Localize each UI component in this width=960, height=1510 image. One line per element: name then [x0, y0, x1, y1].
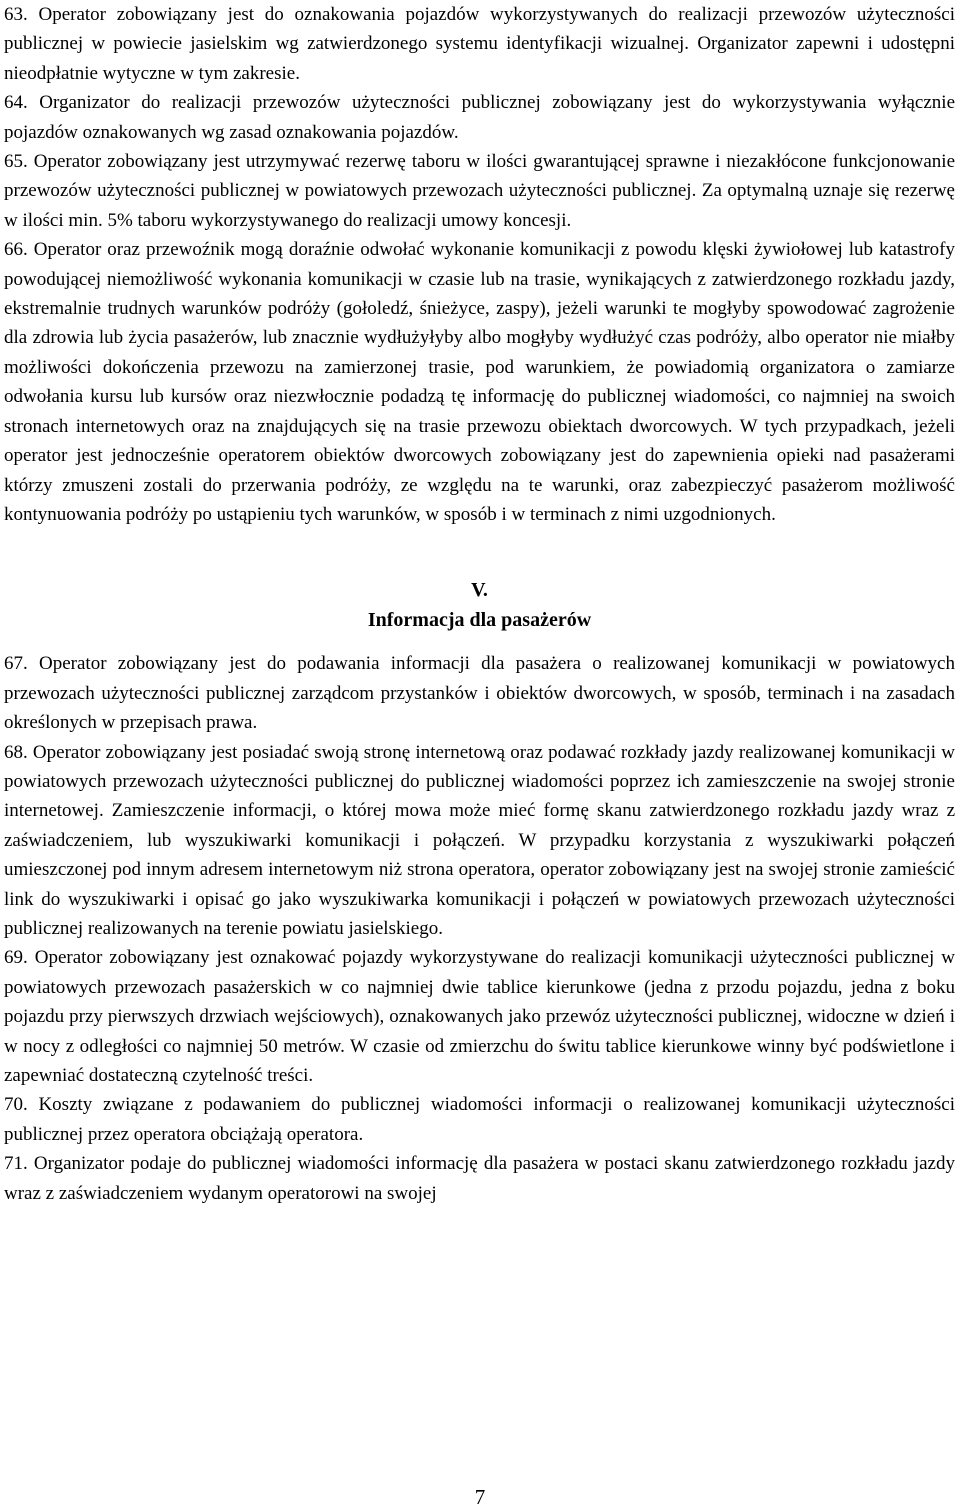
- paragraph-66: 66. Operator oraz przewoźnik mogą doraźnie odwołać wykonanie komunikacji z powodu klęski żywiołowej lub katastrofy powodującej niemożliwość wykonania komunikacji w czasie lub na trasie, wynikających z zatwierdzonego rozkładu jazdy, ekstremalnie trudnych warunków podróży (gołoledź, śnieżyce, zaspy), jeżeli warunki te mogłyby spowodować zagrożenie dla zdrowia lub życia pasażerów, lub znacznie wydłużyłyby albo mogłyby wydłużyć czas podróży, albo operator nie miałby możliwości dokończenia przewozu na zamierzonej trasie, pod warunkiem, że powiadomią organizatora o zamiarze odwołania kursu lub kursów oraz niezwłocznie podadzą tę informację do publicznej wiadomości, co najmniej na swoich stronach internetowych oraz na znajdujących się na trasie przewozu obiektach dworcowych. W tych przypadkach, jeżeli operator jest jednocześnie operatorem obiektów dworcowych zobowiązany jest do zapewnienia opieki nad pasażerami którzy zmuszeni zostali do przerwania podróży, ze względu na te warunki, oraz zabezpieczyć pasażerom możliwość kontynuowania podróży po ustąpieniu tych warunków, w sposób i w terminach z nimi uzgodnionych.: [4, 239, 955, 525]
- paragraph-64: 64. Organizator do realizacji przewozów użyteczności publicznej zobowiązany jest do wykorzystywania wyłącznie pojazdów oznakowanych wg zasad oznakowania pojazdów.: [4, 92, 955, 143]
- paragraph-67: 67. Operator zobowiązany jest do podawania informacji dla pasażera o realizowanej komunikacji w powiatowych przewozach użyteczności publicznej zarządcom przystanków i obiektów dworcowych, w sposób, terminach i na zasadach określonych w przepisach prawa.: [4, 653, 955, 734]
- document-page: [4, 0, 955, 1208]
- page-number: 7: [474, 1485, 486, 1509]
- paragraph-68: 68. Operator zobowiązany jest posiadać swoją stronę internetową oraz podawać rozkłady jazdy realizowanej komunikacji w powiatowych przewozach użyteczności publicznej do publicznej wiadomości poprzez ich zamieszczenie na swojej stronie internetowej. Zamieszczenie informacji, o której mowa może mieć formę skanu zatwierdzonego rozkładu jazdy wraz z zaświadczeniem, lub wyszukiwarki komunikacji i połączeń. W przypadku korzystania z wyszukiwarki połączeń umieszczonej pod innym adresem internetowym niż strona operatora, operator zobowiązany jest na swojej stronie zamieścić link do wyszukiwarki i opisać go jako wyszukiwarka komunikacji i połączeń w powiatowych przewozach użyteczności publicznej realizowanych na terenie powiatu jasielskiego.: [4, 741, 955, 939]
- paragraph-71: 71. Organizator podaje do publicznej wiadomości informację dla pasażera w postaci skanu zatwierdzonego rozkładu jazdy wraz z zaświadczeniem wydanym operatorowi na swojej: [4, 1153, 955, 1204]
- section-number: V.: [471, 579, 488, 602]
- paragraph-63: 63. Operator zobowiązany jest do oznakowania pojazdów wykorzystywanych do realizacji przewozów użyteczności publicznej w powiecie jasielskim wg zatwierdzonego systemu identyfikacji wizualnej. Organizator zapewni i udostępni nieodpłatnie wytyczne w tym zakresie.: [4, 4, 955, 84]
- section-title: Informacja dla pasażerów: [367, 609, 592, 632]
- paragraph-70: 70. Koszty związane z podawaniem do publicznej wiadomości informacji o realizowanej komunikacji użyteczności publicznej przez operatora obciążają operatora.: [4, 1094, 955, 1145]
- paragraph-65: 65. Operator zobowiązany jest utrzymywać rezerwę taboru w ilości gwarantującej sprawne i niezakłócone funkcjonowanie przewozów użyteczności publicznej w powiatowych przewozach użyteczności publicznej. Za optymalną uznaje się rezerwę w ilości min. 5% taboru wykorzystywanego do realizacji umowy koncesji.: [4, 151, 955, 231]
- paragraph-69: 69. Operator zobowiązany jest oznakować pojazdy wykorzystywane do realizacji komunikacji użyteczności publicznej w powiatowych przewozach pasażerskich w co najmniej dwie tablice kierunkowe (jedna z przodu pojazdu, jedna z boku pojazdu przy pierwszych drzwiach wejściowych), oznakowanych jako przewóz użyteczności publicznej, widoczne w dzień i w nocy z odległości co najmniej 50 metrów. W czasie od zmierzchu do świtu tablice kierunkowe winny być podświetlone i zapewniać dostateczną czytelność treści.: [4, 947, 955, 1086]
